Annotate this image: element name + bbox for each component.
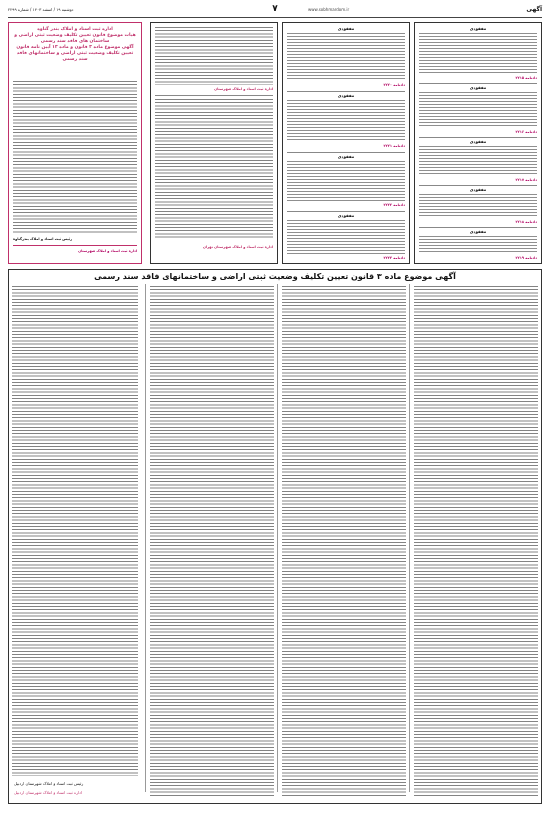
notice-id: دادنامه ۲۲۲۱ — [383, 144, 405, 148]
pink-notice-title: اداره ثبت اسناد و املاک بندر گناوه هیات موضوع قانون تعیین تکلیف وضعیت ثبتی اراضی و ساختمان های فاقد سند رسمی آگهی موضوع ماده ۳ قانون و ماده ۱۳ آیین نامه قانون تعیین تکلیف وضعیت ثبتی اراضی و ساختمانهای فاقد سند رسمی — [14, 27, 136, 62]
notice-footer: اداره ثبت اسناد و املاک شهرستان — [78, 249, 137, 253]
notice-signature: رئیس ثبت اسناد و املاک بندرگناوه — [13, 237, 73, 241]
notice-text — [155, 99, 273, 239]
notice-text — [419, 236, 537, 254]
divider — [287, 211, 405, 212]
notice-title: مفقودی — [337, 154, 355, 159]
divider — [155, 95, 273, 96]
main-notice-column-2 — [282, 286, 406, 798]
notice-title: مفقودی — [337, 26, 355, 31]
notice-id: دادنامه ۲۲۱۵ — [515, 76, 537, 80]
main-notice-column-1 — [414, 286, 538, 798]
notice-title: مفقودی — [337, 213, 355, 218]
column-divider — [277, 284, 278, 792]
divider — [13, 245, 137, 246]
site-url[interactable]: www.sobhmardom.ir — [308, 7, 350, 12]
notice-text — [419, 194, 537, 218]
notice-title: مفقودی — [469, 229, 487, 234]
notice-id: دادنامه ۲۲۲۰ — [383, 83, 405, 87]
main-notice-column-3 — [150, 286, 274, 798]
notices-column-3 — [150, 22, 278, 264]
column-divider — [409, 284, 410, 792]
main-notice-column-4 — [12, 286, 138, 776]
notice-id: دادنامه ۲۲۱۹ — [515, 256, 537, 260]
column-divider — [145, 284, 146, 792]
main-notice-footer: اداره ثبت اسناد و املاک شهرستان اردبیل — [14, 790, 83, 795]
divider — [419, 227, 537, 228]
notice-id: دادنامه ۲۲۲۳ — [383, 256, 405, 260]
section-label: آگهی — [526, 6, 542, 13]
notice-text — [419, 92, 537, 128]
pink-notice — [8, 22, 142, 264]
divider — [287, 152, 405, 153]
divider — [287, 91, 405, 92]
notice-id: دادنامه ۲۲۱۶ — [515, 130, 537, 134]
divider — [419, 185, 537, 186]
notice-title: مفقودی — [337, 93, 355, 98]
divider — [419, 83, 537, 84]
notice-text — [155, 27, 273, 85]
main-notice-signature: رئیس ثبت اسناد و املاک شهرستان اردبیل — [14, 781, 84, 786]
page-header — [8, 4, 542, 16]
notice-id: دادنامه ۲۲۱۷ — [515, 178, 537, 182]
notice-title: مفقودی — [469, 26, 487, 31]
header-divider — [8, 17, 542, 18]
notice-signature: اداره ثبت اسناد و املاک شهرستان — [214, 87, 273, 91]
issue-date: دوشنبه ۱۹ / اسفند ۱۴۰۳ / شماره ۲۲۹۹ — [8, 7, 74, 12]
notice-title: مفقودی — [469, 85, 487, 90]
notices-column-2 — [282, 22, 410, 264]
notice-text — [287, 161, 405, 201]
notice-text — [287, 100, 405, 142]
notice-text — [287, 220, 405, 254]
notices-column-right — [414, 22, 542, 264]
notice-signature: اداره ثبت اسناد و املاک شهرستان تهران — [202, 245, 273, 249]
divider — [419, 137, 537, 138]
main-notice-title: آگهی موضوع ماده ۳ قانون تعیین تکلیف وضعیت ثبتی اراضی و ساختمانهای فاقد سند رسمی — [94, 272, 456, 281]
page-number: ۷ — [272, 4, 278, 14]
notice-id: دادنامه ۲۲۲۲ — [383, 203, 405, 207]
notice-title: مفقودی — [469, 187, 487, 192]
notice-text — [287, 33, 405, 81]
notice-id: دادنامه ۲۲۱۸ — [515, 220, 537, 224]
notice-text — [419, 33, 537, 75]
notice-title: مفقودی — [469, 139, 487, 144]
notice-text — [419, 146, 537, 176]
notice-text — [13, 81, 137, 233]
